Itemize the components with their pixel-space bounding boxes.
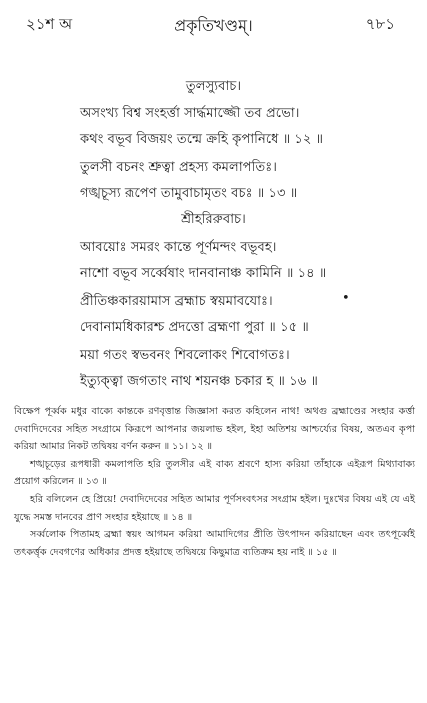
bengali-commentary xyxy=(14,403,415,561)
page-title: প্রকৃতিখণ্ডম্। xyxy=(174,16,253,35)
verse-line: নাশো বভূব সর্ব্বেষাং দানবানাঞ্চ কামিনি ॥ ১৪ ॥ xyxy=(80,266,327,281)
speaker-heading-hari: শ্রীহরিরুবাচ। xyxy=(181,212,246,227)
verse-line: কথং বভূব বিজয়ং তন্মে ক্রহি কৃপানিধে ॥ ১২ ॥ xyxy=(80,132,324,147)
verse-line: দেবানামধিকারশ্চ প্রদত্তো ব্রহ্মণা পুরা ॥ ১৫ ॥ xyxy=(80,320,309,335)
verse-line: গঙ্খচূস্য রূপেণ তামুবাচামৃতং বচঃ ॥ ১৩ ॥ xyxy=(80,186,298,201)
verse-line: অসংখ্য বিশ্ব সংহর্ত্তা সার্দ্ধমাজ্জৌ তব প্রভো। xyxy=(80,106,300,121)
verse-line: তুলসী বচনং শ্রুত্বা প্রহস্য কমলাপতিঃ। xyxy=(80,160,278,175)
chapter-number: ২১শ অ xyxy=(26,15,73,33)
commentary-paragraph: বিক্ষেপ পূর্ব্বক মধুর বাক্যে কান্তকে রণবৃত্তান্ত জিজ্ঞাসা করত কহিলেন নাথ! অথগু ব্রহ্মাণ্ডের সংহার কর্ত্তা দেবাদিদেবের সহিত সংগ্রামে কিরূপে আপনার জয়লাভ হইল, ইহা অতিশয় আশ্চর্য্যের বিষয়, অতএব কৃপা করিয়া আমার নিকট তদ্বিষয় বর্ণন করুন ॥ ১১। ১২ ॥ xyxy=(14,406,415,453)
verse-line: আবয়োঃ সমরং কান্তে পূর্ণমন্দং বভূবহ। xyxy=(80,240,277,255)
verse-line: প্রীতিঞ্চকারয়ামাস ব্রহ্মাচ স্বয়মাবযোঃ। xyxy=(80,294,273,309)
commentary-paragraph: সর্ব্বলোক পিতামহ ব্রহ্মা স্বয়ং আগমন করিয়া আমাদিগের প্রীতি উৎপাদন করিয়াছেন এবং তৎপূর্ব্বেই তৎকর্ত্তৃক দেবগণের অধিকার প্রদত্ত হইয়াছে তদ্বিষয়ে কিছুমাত্র ব্যতিক্রম হয় নাই ॥ ১৫ ॥ xyxy=(14,529,415,558)
page-number: ৭৮১ xyxy=(365,15,395,33)
commentary-paragraph: শঙ্খচূড়ের রূপধারী কমলাপতি হরি তুলসীর এই বাক্য শ্রবণে হাস্য করিয়া তাঁহাকে এইরূপ মিথ্যাবাক্য প্রয়োগ করিলেন ॥ ১৩ ॥ xyxy=(14,458,415,488)
running-header xyxy=(18,13,409,35)
speaker-heading-tulasi: তুলস্যুবাচ। xyxy=(185,79,242,94)
stray-dot-mark: • xyxy=(342,291,350,306)
verse-line: ময়া গতং স্বভবনং শিবলোকং শিবোগতঃ। xyxy=(80,348,290,363)
verse-line: ইত্যুক্ত্বা জগতাং নাথ শয়নঞ্চ চকার হ ॥ ১৬ ॥ xyxy=(80,374,318,389)
commentary-paragraph: হরি বলিলেন হে প্রিয়ে! দেবাদিদেবের সহিত আমার পূর্ণসংবৎসর সংগ্রাম হইল। দুঃখের বিষয় এই যে এই যুদ্ধে সমস্ত দানবের প্রাণ সংহার হইয়াছে ॥ ১৪ ॥ xyxy=(14,493,415,523)
